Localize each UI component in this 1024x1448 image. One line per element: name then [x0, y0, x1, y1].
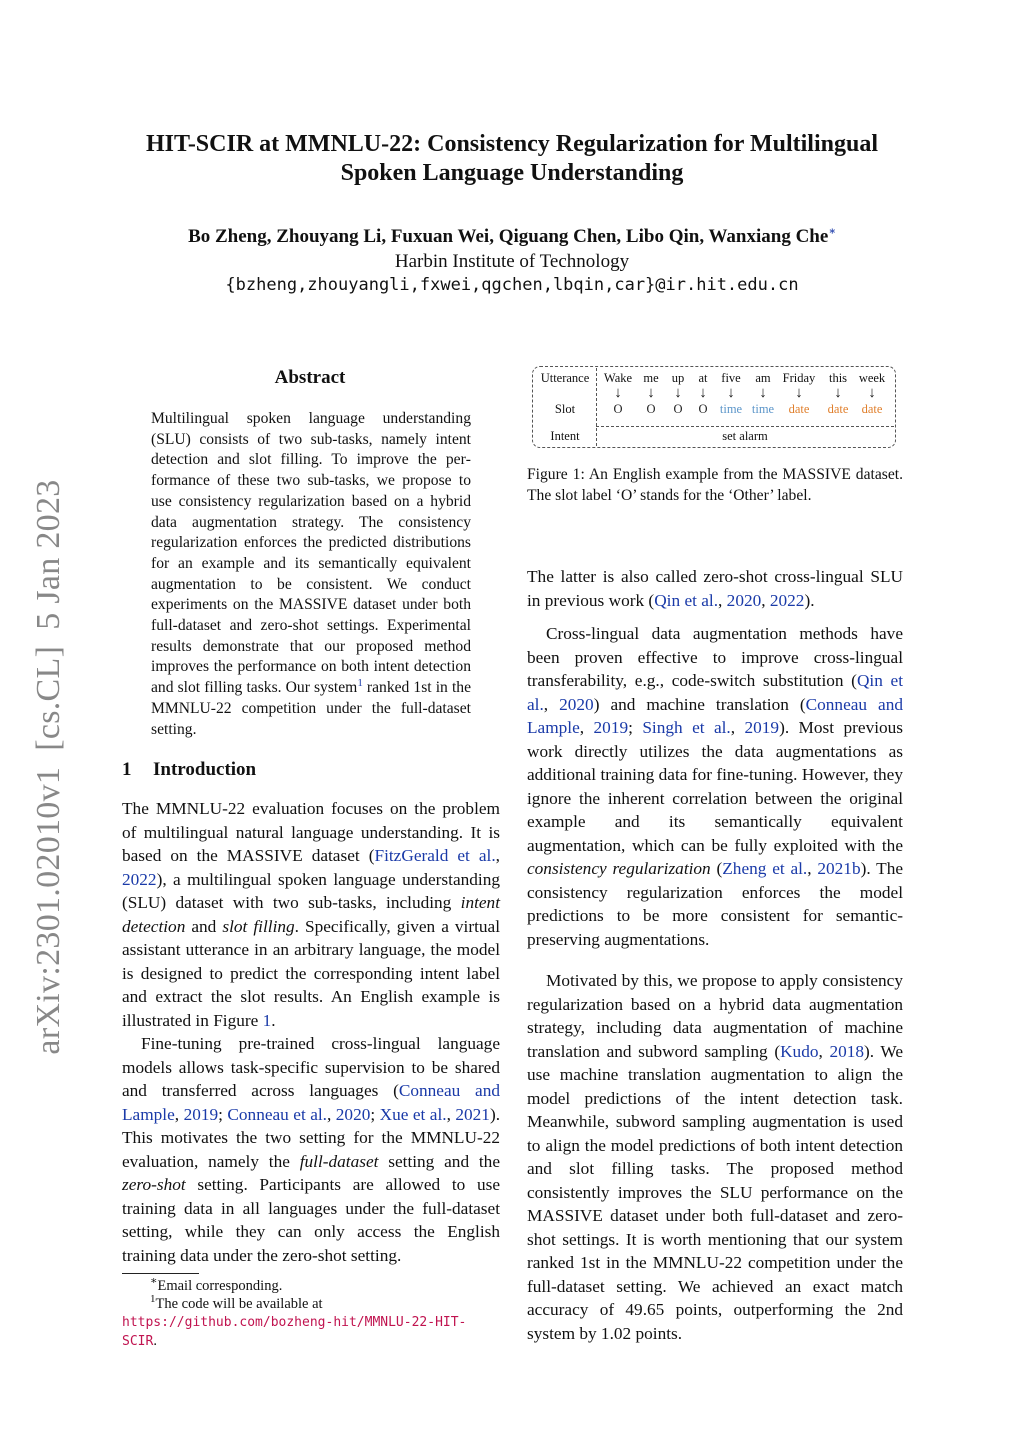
code-url-link[interactable]: https://github.com/bozheng-hit/MMNLU-22-HIT-SCIR	[122, 1315, 467, 1349]
footnote-2	[122, 1295, 500, 1351]
text: ). Most previous work directly utilizes the data augmentations as additional training data for fine-tuning. However, they ignore the inherent correlation between the original example and its semantically equivalent augmentation, which can be fully exploited with the	[527, 718, 904, 855]
arxiv-date: 5 Jan 2023	[30, 479, 67, 630]
citation-year-link[interactable]: 2019	[183, 1104, 219, 1124]
emphasis: slot filling	[222, 916, 295, 936]
emphasis: consistency regularization	[527, 859, 711, 878]
abstract-heading: Abstract	[274, 367, 346, 388]
down-arrow-icon: ↓	[834, 385, 842, 401]
citation-year-link[interactable]: 2021b	[817, 859, 861, 878]
slot-label: time	[751, 402, 775, 416]
citation-year-link[interactable]: 2018	[829, 1041, 864, 1061]
paper-title	[80, 130, 944, 188]
footnotes	[122, 1277, 500, 1351]
authors-text: Bo Zheng, Zhouyang Li, Fuxuan Wei, Qiguang Chen, Libo Qin, Wanxiang Che	[188, 226, 829, 247]
right-paragraph-1	[527, 565, 903, 612]
utterance-token: at	[698, 371, 708, 385]
section-number: 1	[122, 759, 132, 780]
down-arrow-icon: ↓	[759, 385, 767, 401]
citation-link[interactable]: Singh et al.	[642, 718, 731, 737]
corresponding-author-mark[interactable]: ∗	[828, 225, 836, 238]
text: ,	[730, 718, 745, 737]
figure-ref-link[interactable]: 1	[262, 1010, 272, 1030]
down-arrow-icon: ↓	[727, 385, 735, 401]
row-label-utterance: Utterance	[540, 371, 590, 385]
intro-paragraph-2	[122, 1032, 500, 1267]
text: Cross-lingual data augmentation methods have been proven effective to improve cross-lingual transferability, e.g., code-switch substitution (	[527, 624, 903, 690]
right-paragraph-3	[527, 969, 903, 1345]
text: ,	[446, 1104, 456, 1124]
text: (	[710, 859, 723, 878]
utterance-token: Friday	[782, 371, 816, 385]
text: The MMNLU-22 evaluation focuses on the problem of multilingual natural language understanding. It is based on the MASSIVE dataset (	[122, 799, 500, 865]
text: setting and the	[378, 1151, 500, 1171]
text: . Specifically, given a virtual assistant utterance in an arbitrary language, the model is designed to predict the corresponding intent label and extract the slot results. An English example is illustrated in Figure	[122, 916, 501, 1030]
citation-year-link[interactable]: 2020	[335, 1104, 371, 1124]
right-column-body	[527, 565, 903, 1345]
citation-year-link[interactable]: 2019	[744, 718, 780, 737]
slot-label: O	[613, 402, 623, 416]
citation-link[interactable]: Conneau and Lample	[122, 1081, 500, 1124]
text: setting. Participants are allowed to use training data in all languages under the full-dataset setting, while they can only access the English training data under the zero-shot setting.	[122, 1175, 500, 1265]
footnote-mark: 1	[150, 1293, 156, 1306]
citation-link[interactable]: Conneau et al.	[227, 1104, 327, 1124]
abstract-text-b: ranked 1st in the MMNLU-22 competition under the full-dataset setting.	[151, 679, 472, 738]
author-list	[80, 226, 944, 248]
left-column-body	[122, 797, 500, 1267]
slot-label: date	[788, 402, 810, 416]
utterance-token: me	[643, 371, 659, 385]
citation-link[interactable]: Xue et al.	[379, 1104, 447, 1124]
down-arrow-icon: ↓	[868, 385, 876, 401]
down-arrow-icon: ↓	[674, 385, 682, 401]
text: ). We use machine translation augmentation to align the model predictions of the intent detection task. Meanwhile, subword sampling augmentation is used to align the model predictions of both intent detection and slot filling tasks. The proposed method consistently improves the SLU performance on the MASSIVE dataset under both full-dataset and zero-shot settings. It is worth mentioning that our system ranked 1st in the MMNLU-22 competition under the full-dataset setting. We achieved an exact match accuracy of 49.65 points, outperforming the 2nd system by 1.02 points.	[527, 1041, 903, 1343]
text: The latter is also called zero-shot cross-lingual SLU in previous work (	[527, 567, 903, 610]
down-arrow-icon: ↓	[647, 385, 655, 401]
utterance-token: am	[755, 371, 771, 385]
text: ;	[628, 718, 643, 737]
text: Fine-tuning pre-trained cross-lingual language models allows task-specific supervision to be shared and transferred across languages (	[122, 1034, 500, 1100]
citation-year-link[interactable]: 2020	[726, 590, 762, 610]
row-label-slot: Slot	[554, 402, 576, 416]
right-paragraph-2	[527, 622, 903, 951]
text: Motivated by this, we propose to apply consistency regularization based on a hybrid data augmentation strategy, including data augmentation of machine translation and subword sampling (	[527, 971, 903, 1061]
footnote-1	[122, 1277, 500, 1295]
text: ,	[174, 1104, 184, 1124]
text: ). The consistency regularization enforces the model predictions to be more consistent for semantic-preserving augmentations.	[527, 859, 903, 949]
text: .	[271, 1010, 276, 1030]
down-arrow-icon: ↓	[614, 385, 622, 401]
footnote-text: The code will be available at	[155, 1296, 323, 1312]
footnote-rule	[122, 1273, 199, 1274]
down-arrow-icon: ↓	[795, 385, 803, 401]
utterance-token: week	[858, 371, 886, 385]
text: ,	[761, 590, 770, 610]
emphasis: zero-shot	[122, 1175, 186, 1194]
utterance-token: up	[671, 371, 685, 385]
text: ).	[804, 590, 815, 610]
text: ,	[327, 1104, 336, 1124]
arxiv-sidebar	[27, 382, 71, 1152]
affiliation: Harbin Institute of Technology	[394, 251, 630, 272]
utterance-token: Wake	[603, 371, 633, 385]
slot-label: O	[646, 402, 656, 416]
text: ), a multilingual spoken language understanding (SLU) dataset with two sub-tasks, including	[122, 869, 500, 912]
text: ;	[370, 1104, 380, 1124]
footnote-text: .	[153, 1333, 157, 1349]
text: ,	[818, 1041, 830, 1061]
text: ) and machine translation (	[593, 694, 806, 714]
title-line-2: Spoken Language Understanding	[340, 160, 684, 186]
abstract-body	[151, 409, 471, 740]
slot-label: O	[698, 402, 708, 416]
slot-label: O	[673, 402, 683, 416]
text: ). This motivates the two setting for the MMNLU-22 evaluation, namely the	[122, 1104, 501, 1171]
citation-year-link[interactable]: 2019	[593, 718, 629, 737]
text: and	[185, 916, 223, 936]
text: ;	[218, 1104, 228, 1124]
title-line-1: HIT-SCIR at MMNLU-22: Consistency Regularization for Multilingual	[146, 131, 878, 157]
arxiv-category: [cs.CL]	[30, 645, 67, 751]
slot-label: date	[861, 402, 883, 416]
citation-year-link[interactable]: 2021	[455, 1104, 490, 1124]
citation-link[interactable]: Kudo	[780, 1041, 819, 1061]
arxiv-id: arXiv:2301.02010v1	[30, 766, 67, 1055]
section-title: Introduction	[153, 759, 257, 780]
citation-link[interactable]: Qin et al.	[654, 590, 719, 610]
citation-link[interactable]: Conneau and Lample	[527, 694, 904, 737]
intent-label: set alarm	[722, 429, 768, 443]
citation-year-link[interactable]: 2022	[769, 590, 805, 610]
text: ,	[579, 718, 594, 737]
slot-label: date	[827, 402, 849, 416]
abstract-text-a: Multilingual spoken language understanding (SLU) consists of two sub-tasks, namely intent detection and slot filling. To improve the performance of these two sub-tasks, we propose to use consistency regularization based on a hybrid data augmentation strategy. The consistency regularization enforces the predicted distributions for an example and its semantically equivalent augmentation to be consistent. We conduct experiments on the MASSIVE dataset under both full-dataset and zero-shot settings. Experimental results demonstrate that our proposed method improves the performance on both intent detection and slot filling tasks. Our system	[151, 410, 471, 697]
row-label-intent: Intent	[550, 429, 580, 443]
section-heading-introduction	[122, 759, 256, 781]
footnote-mark: ∗	[150, 1275, 158, 1288]
text: ,	[543, 694, 560, 714]
text: ,	[718, 590, 727, 610]
slot-label: time	[719, 402, 743, 416]
citation-year-link[interactable]: 2022	[122, 869, 157, 889]
footnote-text: Email corresponding.	[157, 1278, 283, 1294]
text: ,	[495, 846, 500, 865]
citation-year-link[interactable]: 2020	[559, 694, 594, 714]
citation-link[interactable]: Qin et al.	[527, 671, 904, 714]
figure-1-divider-horizontal	[596, 426, 894, 427]
citation-link[interactable]: Zheng et al.	[722, 859, 808, 878]
utterance-token: five	[721, 371, 741, 385]
utterance-token: this	[828, 371, 848, 385]
citation-link[interactable]: FitzGerald et al.	[374, 846, 496, 865]
text: ,	[807, 859, 818, 878]
intro-paragraph-1	[122, 797, 500, 1032]
emphasis: intent detection	[122, 893, 500, 936]
down-arrow-icon: ↓	[699, 385, 707, 401]
emphasis: full-dataset	[299, 1151, 379, 1171]
author-emails: {bzheng,zhouyangli,fxwei,qgchen,lbqin,car}@ir.hit.edu.cn	[225, 275, 799, 295]
figure-1-caption: Figure 1: An English example from the MASSIVE dataset. The slot label ‘O’ stands for the ‘Other’ label.	[527, 466, 903, 504]
footnote-ref-1[interactable]: 1	[357, 676, 363, 689]
